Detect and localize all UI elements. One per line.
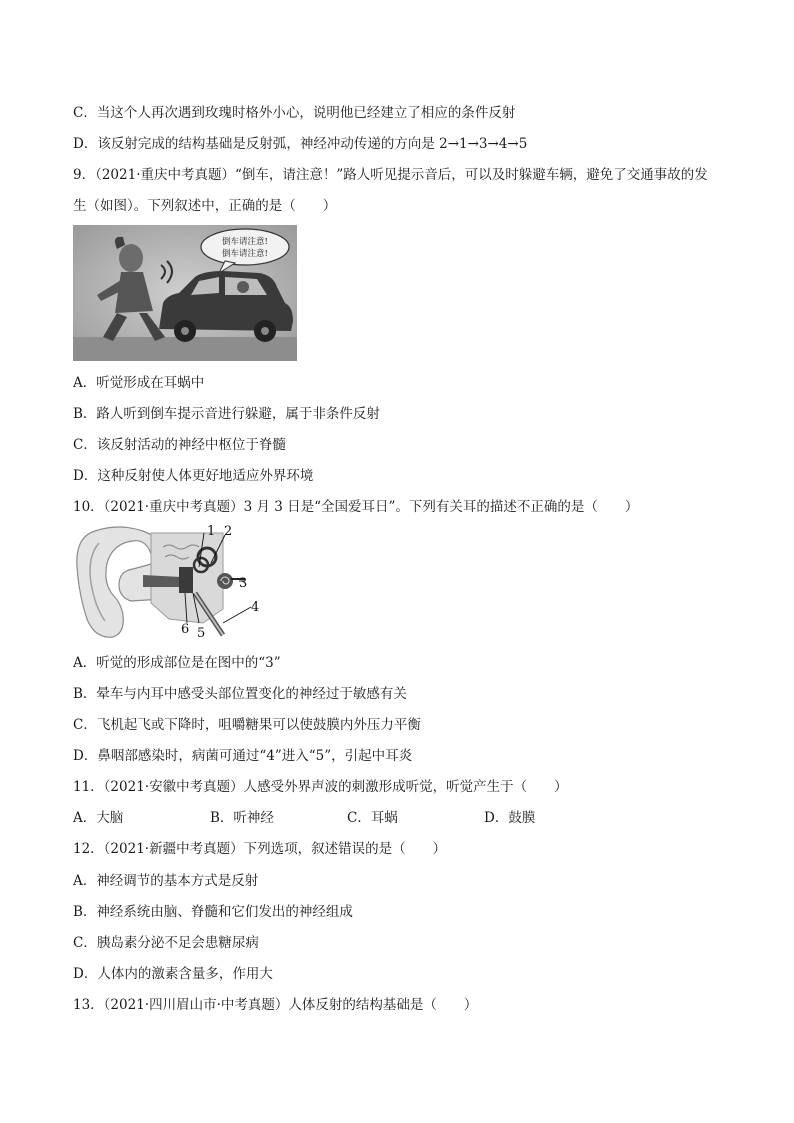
q9-stem-line2: 生（如图）。下列叙述中，正确的是（ ） [73,198,337,214]
q10-figure-ear-anatomy [73,523,269,643]
q9-stem-line1: 9．（2021·重庆中考真题）“倒车，请注意！”路人听见提示音后，可以及时躲避车辆，避免了交通事故的发 [73,167,708,183]
q11-option-a: A．大脑 [73,810,124,826]
q10-stem: 10．（2021·重庆中考真题）3 月 3 日是“全国爱耳日”。下列有关耳的描述不正确的是（ ） [73,499,639,515]
q9-bubble-line2: 倒车请注意! [222,249,268,259]
q10-label-2: 2 [224,524,233,539]
q10-option-d: D．鼻咽部感染时，病菌可通过“4”进入“5”，引起中耳炎 [73,748,413,764]
q10-label-4: 4 [251,600,260,615]
q9-option-a: A．听觉形成在耳蜗中 [73,375,205,391]
q10-label-5: 5 [197,626,206,641]
q8-option-d: D．该反射完成的结构基础是反射弧，神经冲动传递的方向是 2→1→3→4→5 [73,136,528,152]
q11-options [73,808,733,828]
q10-option-b: B．晕车与内耳中感受头部位置变化的神经过于敏感有关 [73,686,407,702]
q12-option-a: A．神经调节的基本方式是反射 [73,873,259,889]
q11-option-d: D．鼓膜 [484,810,536,826]
q12-option-c: C．胰岛素分泌不足会患糖尿病 [73,935,259,951]
q10-option-a: A．听觉的形成部位是在图中的“3” [73,655,281,671]
q10-option-c: C．飞机起飞或下降时，咀嚼糖果可以使鼓膜内外压力平衡 [73,717,421,733]
q9-figure-reversing-car [73,225,297,361]
q9-bubble-line1: 倒车请注意! [222,237,268,247]
q9-option-c: C．该反射活动的神经中枢位于脊髓 [73,437,286,453]
q12-option-d: D．人体内的激素含量多，作用大 [73,966,273,982]
q12-option-b: B．神经系统由脑、脊髓和它们发出的神经组成 [73,904,353,920]
q13-stem: 13．（2021·四川眉山市·中考真题）人体反射的结构基础是（ ） [73,997,478,1013]
q9-option-b: B．路人听到倒车提示音进行躲避，属于非条件反射 [73,406,380,422]
q11-stem: 11．（2021·安徽中考真题）人感受外界声波的刺激形成听觉，听觉产生于（ ） [73,779,568,795]
q9-option-d: D．这种反射使人体更好地适应外界环境 [73,468,314,484]
q11-option-c: C．耳蜗 [347,810,398,826]
q10-label-3: 3 [239,576,248,591]
q10-label-6: 6 [181,622,190,637]
q10-label-1: 1 [207,524,216,539]
q11-option-b: B．听神经 [210,810,274,826]
q12-stem: 12．（2021·新疆中考真题）下列选项，叙述错误的是（ ） [73,841,447,857]
q8-option-c: C．当这个人再次遇到玫瑰时格外小心，说明他已经建立了相应的条件反射 [73,105,516,121]
